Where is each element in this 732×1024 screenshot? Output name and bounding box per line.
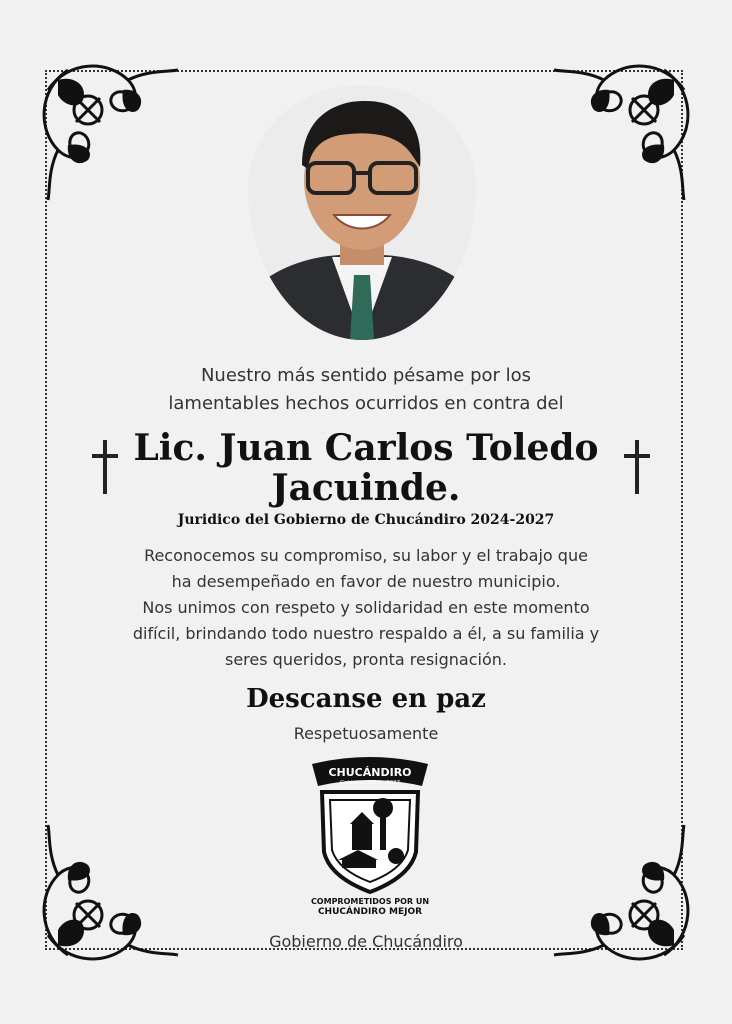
deceased-role: Juridico del Gobierno de Chucándiro 2024-2027 (177, 512, 555, 528)
deceased-name (0, 428, 732, 508)
ornament-corner-top-right (544, 50, 704, 210)
regards-text: Respetuosamente (293, 724, 439, 743)
ornament-corner-bottom-right (544, 815, 704, 975)
logo-banner-text: CHUCÁNDIRO (328, 766, 412, 779)
message-line-4: difícil, brindando todo nuestro respaldo a él, a su familia y (132, 624, 600, 643)
intro-line-2: lamentables hechos ocurridos en contra del (168, 393, 564, 414)
municipal-shield-logo (300, 752, 440, 917)
message-line-2: ha desempeñado en favor de nuestro municipio. (171, 572, 561, 591)
intro-text (0, 362, 732, 418)
ornament-corner-top-left (28, 50, 188, 210)
name-line-1: Lic. Juan Carlos Toledo (133, 427, 599, 469)
message-line-5: seres queridos, pronta resignación. (225, 650, 507, 669)
message-line-1: Reconocemos su compromiso, su labor y el trabajo que (144, 546, 588, 565)
condolence-message (0, 543, 732, 673)
rest-in-peace-heading: Descanse en paz (246, 684, 486, 714)
message-line-3: Nos unimos con respeto y solidaridad en este momento (142, 598, 590, 617)
intro-line-1: Nuestro más sentido pésame por los (200, 365, 532, 386)
logo-tagline-1: COMPROMETIDOS POR UN (310, 897, 430, 906)
ornament-corner-bottom-left (28, 815, 188, 975)
logo-tagline-2: CHUCÁNDIRO MEJOR (317, 907, 423, 917)
name-line-2: Jacuinde. (271, 467, 461, 509)
logo-period-text: Gobierno 2024 - 2027 (339, 780, 401, 786)
footer-signature: Gobierno de Chucándiro (269, 932, 463, 951)
